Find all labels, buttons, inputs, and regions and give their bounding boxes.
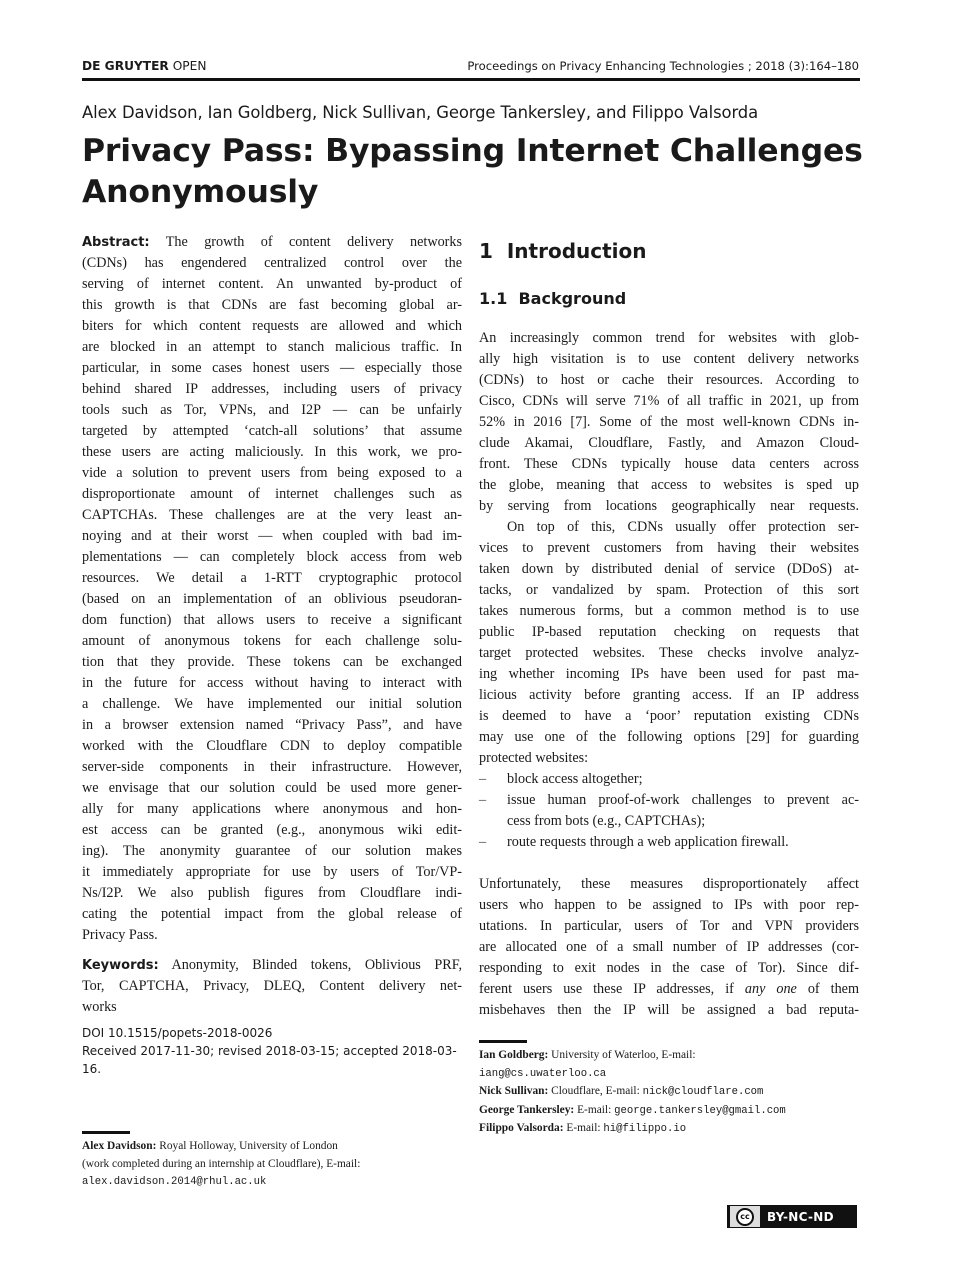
footnote-author-name: Filippo Valsorda: <box>479 1122 564 1135</box>
keywords-line: works <box>82 999 117 1015</box>
abstract-line: particular, in some cases honest users — especially those <box>82 360 462 376</box>
abstract-line: server-side components in their infrastructure. However, <box>82 759 462 775</box>
author-email[interactable]: hi@filippo.io <box>603 1123 687 1136</box>
footnote-line: George Tankersley: E-mail: george.tankersley@gmail.com <box>479 1103 786 1117</box>
body-line: ally high visitation is to use content delivery networks <box>479 351 859 367</box>
abstract-label: Abstract: <box>82 235 150 250</box>
footnote-line <box>82 1173 462 1192</box>
abstract-line: plementations — can completely block access from web <box>82 549 462 565</box>
body-line: protected websites: <box>479 750 589 766</box>
abstract-line: targeted by attempted ‘catch-all solutions’ that assume <box>82 423 462 439</box>
abstract-line: (based on an implementation of an oblivious pseudoran- <box>82 591 462 607</box>
emphasis: any one <box>744 981 797 997</box>
abstract-line: tion that they provide. These tokens can be exchanged <box>82 654 462 670</box>
abstract-line: Privacy Pass. <box>82 927 158 943</box>
abstract-line: it immediately appropriate for use by users of Tor/VP- <box>82 864 462 880</box>
bullet-item <box>479 832 859 853</box>
footnotes-right <box>479 1040 859 1139</box>
cc-license-badge[interactable] <box>727 1205 857 1228</box>
author-email[interactable]: nick@cloudflare.com <box>642 1086 764 1099</box>
body-line: On top of this, CDNs usually offer protection ser- <box>507 519 859 535</box>
body-line: ferent users use these IP addresses, if any one of them <box>479 981 860 997</box>
article-meta <box>82 1024 462 1078</box>
body-line: public IP-based reputation checking on requests that <box>479 624 859 640</box>
abstract-line: are blocked in an attempt to stanch malicious traffic. In <box>82 339 462 355</box>
footnote-author-name: Alex Davidson: <box>82 1140 157 1152</box>
bullet-text: route requests through a web application firewall. <box>507 834 789 850</box>
body-line: ing whether incoming IPs have been used for past ma- <box>479 666 859 682</box>
abstract-line: noying and at their worst — when coupled with bad im- <box>82 528 462 544</box>
abstract-line: ing). The anonymity guarantee of our solution makes <box>82 843 462 859</box>
abstract-line: worked with the Cloudflare CDN to deploy compatible <box>82 738 462 754</box>
footnote-line: Ian Goldberg: University of Waterloo, E-mail: <box>479 1049 696 1061</box>
abstract-line: these users are acting maliciously. In this work, we pro- <box>82 444 462 460</box>
abstract-line: tools such as Tor, VPNs, and I2P — can be unfairly <box>82 402 462 418</box>
footnote-line: Nick Sullivan: Cloudflare, E-mail: nick@cloudflare.com <box>479 1085 764 1099</box>
creative-commons-icon: cc <box>730 1206 760 1227</box>
abstract-line: disproportionate amount of internet challenges such as <box>82 486 462 502</box>
footnote-author-name: Ian Goldberg: <box>479 1049 549 1061</box>
author-list: Alex Davidson, Ian Goldberg, Nick Sullivan, George Tankersley, and Filippo Valsorda <box>82 103 759 122</box>
abstract-line: CAPTCHAs. These challenges are at the very least an- <box>82 507 462 523</box>
running-header <box>82 59 859 75</box>
body-line: Cisco, CDNs will serve 71% of all traffic in 2021, up from <box>479 393 859 409</box>
publisher-bold: DE GRUYTER <box>82 59 169 73</box>
abstract-line: behind shared IP addresses, including users of privacy <box>82 381 462 397</box>
abstract-line: this growth is that CDNs are fast becoming global ar- <box>82 297 462 313</box>
body-line: clude Akamai, Cloudflare, Fastly, and Amazon Cloud- <box>479 435 859 451</box>
author-email[interactable]: iang@cs.uwaterloo.ca <box>479 1067 607 1080</box>
paragraph <box>479 874 859 1021</box>
footnote-author-name: Nick Sullivan: <box>479 1085 549 1098</box>
bullet-text: block access altogether; <box>507 771 643 787</box>
footnote-rule <box>479 1040 527 1043</box>
body-line: is deemed to have a ‘poor’ reputation existing CDNs <box>479 708 859 724</box>
footnote-left <box>82 1131 462 1192</box>
paper-title <box>82 131 872 213</box>
body-line: misbehaves then the IP will be assigned a bad reputa- <box>479 1002 859 1018</box>
body-line: are allocated one of a small number of IP addresses (cor- <box>479 939 859 955</box>
author-email[interactable]: alex.davidson.2014@rhul.ac.uk <box>82 1176 267 1189</box>
abstract-line: amount of anonymous tokens for each challenge solu- <box>82 633 462 649</box>
journal-citation: Proceedings on Privacy Enhancing Technologies ; 2018 (3):164–180 <box>467 59 859 73</box>
abstract-line: we envisage that our solution could be used more gener- <box>82 780 462 796</box>
abstract-line: ally for many applications where anonymous and hon- <box>82 801 462 817</box>
section-heading-introduction: 1 Introduction <box>479 239 647 263</box>
body-line: (CDNs) to host or cache their resources. According to <box>479 372 859 388</box>
bullet-marker: – <box>479 771 487 787</box>
footnote-line: Filippo Valsorda: E-mail: hi@filippo.io <box>479 1122 687 1136</box>
abstract-line: resources. We detail a 1-RTT cryptographic protocol <box>82 570 462 586</box>
abstract-line: biters for which content requests are allowed and which <box>82 318 462 334</box>
paragraph <box>479 517 859 769</box>
body-line: by serving from locations geographically near requests. <box>479 498 859 514</box>
body-line: taken down by distributed denial of service (DDoS) at- <box>479 561 859 577</box>
body-line: licious activity before granting access. If an IP address <box>479 687 859 703</box>
body-line: utations. In particular, users of Tor and VPN providers <box>479 918 859 934</box>
body-line: An increasingly common trend for websites with glob- <box>479 330 859 346</box>
right-column <box>479 232 859 1139</box>
footnote-line: (work completed during an internship at Cloudflare), E-mail: <box>82 1157 361 1170</box>
abstract-line: serving of internet content. An unwanted by-product of <box>82 276 462 292</box>
body-line: vices to prevent customers from having their websites <box>479 540 859 556</box>
bullet-text: cess from bots (e.g., CAPTCHAs); <box>507 813 706 829</box>
author-email[interactable]: george.tankersley@gmail.com <box>614 1104 786 1117</box>
abstract-line: (CDNs) has engendered centralized control over the <box>82 255 462 271</box>
abstract-line: dom function) that allows users to receive a significant <box>82 612 462 628</box>
body-line: front. These CDNs typically house data centers across <box>479 456 859 472</box>
abstract-line: Abstract: The growth of content delivery networks <box>82 234 463 250</box>
abstract-line: vide a solution to prevent users from being exposed to a <box>82 465 462 481</box>
footnote-author-name: George Tankersley: <box>479 1103 575 1116</box>
abstract-line: cating the potential impact from the global release of <box>82 906 462 922</box>
footnote-rule <box>82 1131 130 1134</box>
publisher-light: OPEN <box>172 59 207 73</box>
body-line: responding to exit nodes in the case of Tor). Since dif- <box>479 960 859 976</box>
body-line: users who happen to be assigned to IPs with poor rep- <box>479 897 859 913</box>
abstract <box>82 232 462 946</box>
body-line: tacks, or vandalized by spam. Protection of this sort <box>479 582 859 598</box>
title-line: Anonymously <box>82 174 319 210</box>
header-rule <box>82 78 860 81</box>
title-line: Privacy Pass: Bypassing Internet Challenges <box>82 133 863 169</box>
bullet-item <box>479 790 859 832</box>
body-line: 52% in 2016 [7]. Some of the most well-known CDNs in- <box>479 414 859 430</box>
left-column <box>82 232 462 1192</box>
abstract-line: Ns/I2P. We also publish figures from Cloudflare indi- <box>82 885 462 901</box>
body-line: Unfortunately, these measures disproportionately affect <box>479 876 859 892</box>
body-line: the globe, meaning that access to websites is sped up <box>479 477 859 493</box>
bullet-marker: – <box>479 834 487 850</box>
body-line: target protected websites. These checks involve analyz- <box>479 645 859 661</box>
keywords <box>82 955 462 1018</box>
bullet-marker: – <box>479 792 487 808</box>
bullet-text: issue human proof-of-work challenges to prevent ac- <box>507 792 859 808</box>
keywords-line: Keywords: Anonymity, Blinded tokens, Oblivious PRF, <box>82 957 462 973</box>
keywords-line: Tor, CAPTCHA, Privacy, DLEQ, Content delivery net- <box>82 978 462 994</box>
bullet-list <box>479 769 859 853</box>
bullet-item <box>479 769 859 790</box>
abstract-line: in the future for access without having to interact with <box>82 675 462 691</box>
paragraph <box>479 328 859 517</box>
keywords-label: Keywords: <box>82 958 159 973</box>
body-line: takes numerous forms, but a common method is to use <box>479 603 859 619</box>
body-line: may use one of the following options [29] for guarding <box>479 729 859 745</box>
abstract-line: a challenge. We have implemented our initial solution <box>82 696 462 712</box>
footnote-line <box>479 1065 859 1084</box>
article-dates: Received 2017-11-30; revised 2018-03-15; accepted 2018-03-16. <box>82 1044 457 1076</box>
publisher-name <box>82 59 206 73</box>
license-label: BY-NC-ND <box>767 1209 834 1224</box>
footnote-line: Alex Davidson: Royal Holloway, University of London <box>82 1140 338 1152</box>
abstract-line: est access can be granted (e.g., anonymous wiki edit- <box>82 822 462 838</box>
subsection-heading-background: 1.1 Background <box>479 289 627 308</box>
doi[interactable]: DOI 10.1515/popets-2018-0026 <box>82 1026 273 1040</box>
abstract-line: in a browser extension named “Privacy Pass”, and have <box>82 717 462 733</box>
